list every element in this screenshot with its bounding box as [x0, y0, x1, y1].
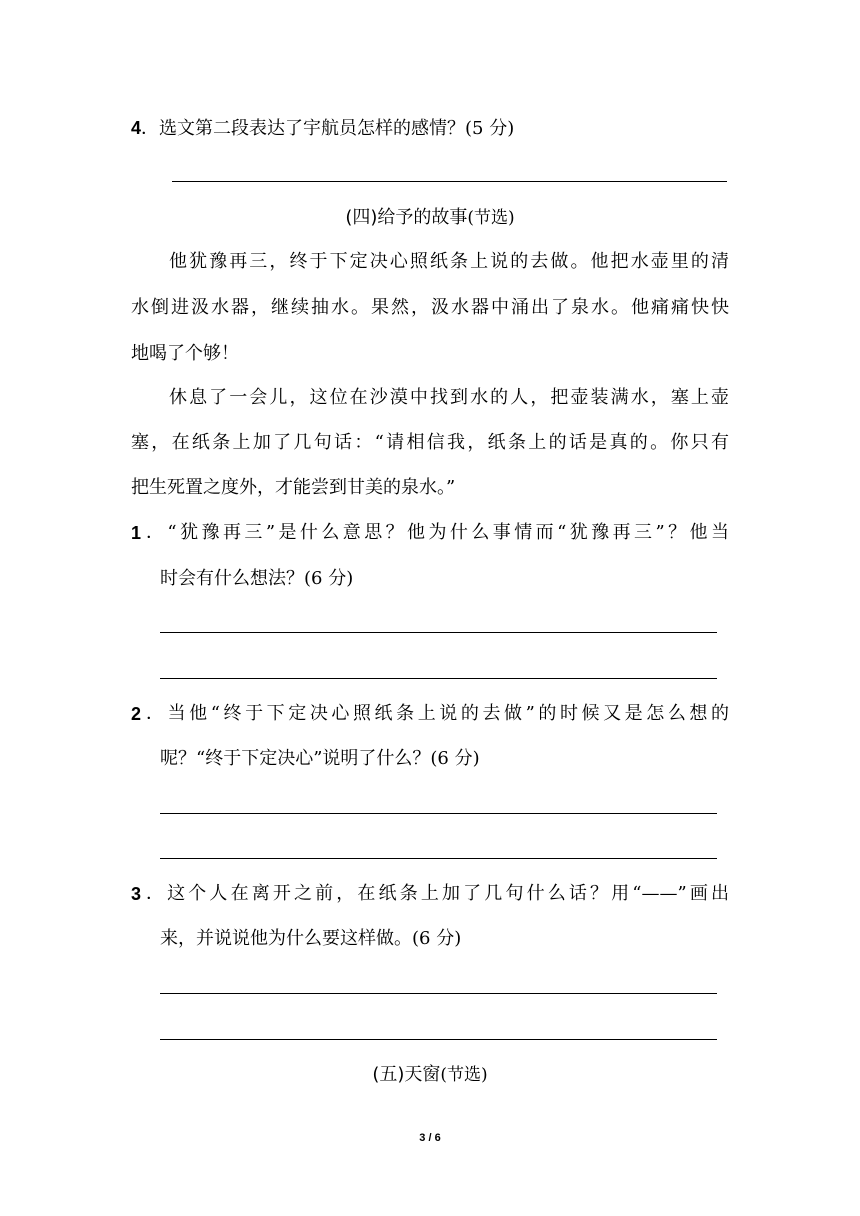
answer-line[interactable] [160, 1039, 717, 1040]
question-2-line: 呢？“终于下定决心”说明了什么？(6 分) [160, 748, 480, 769]
question-number: 4 [131, 118, 142, 138]
passage-line: 地喝了个够！ [131, 343, 239, 364]
passage-line: 塞，在纸条上加了几句话：“请相信我，纸条上的话是真的。你只有 [131, 432, 729, 453]
question-number: 2 [131, 704, 142, 724]
section-title-note: (节选) [467, 208, 515, 228]
answer-line[interactable] [160, 858, 717, 859]
question-4-prev [131, 116, 514, 141]
page-number: 3 / 6 [419, 1132, 441, 1144]
question-number: 3 [131, 884, 142, 904]
question-2-line: ．当他“终于下定决心照纸条上说的去做”的时候又是怎么想的 [146, 703, 729, 724]
passage-line: 他犹豫再三，终于下定决心照纸条上说的去做。他把水壶里的清 [169, 251, 729, 272]
answer-line[interactable] [160, 678, 717, 679]
section-title-5 [0, 1063, 860, 1087]
passage-line: 把生死置之度外，才能尝到甘美的泉水。” [131, 477, 456, 498]
section-title-4 [0, 206, 860, 230]
question-3-line: 来，并说说他为什么要这样做。(6 分) [160, 928, 462, 949]
passage-line: 休息了一会儿，这位在沙漠中找到水的人，把壶装满水，塞上壶 [169, 387, 729, 408]
section-title-text: (四)给予的故事 [345, 207, 468, 228]
answer-line[interactable] [172, 181, 727, 182]
passage-line: 水倒进汲水器，继续抽水。果然，汲水器中涌出了泉水。他痛痛快快 [131, 297, 729, 318]
question-1-line: ．“犹豫再三”是什么意思？他为什么事情而“犹豫再三”？他当 [146, 522, 729, 543]
section-title-note: (节选) [440, 1065, 488, 1085]
question-number: 1 [131, 523, 142, 543]
answer-line[interactable] [160, 632, 717, 633]
question-text: ．选文第二段表达了宇航员怎样的感情？(5 分) [141, 118, 515, 139]
answer-line[interactable] [160, 813, 717, 814]
answer-line[interactable] [160, 993, 717, 994]
question-1-line: 时会有什么想法？(6 分) [160, 568, 354, 589]
question-3-line: ．这个人在离开之前，在纸条上加了几句什么话？用“——”画出 [146, 883, 729, 904]
section-title-text: (五)天窗 [372, 1064, 441, 1085]
